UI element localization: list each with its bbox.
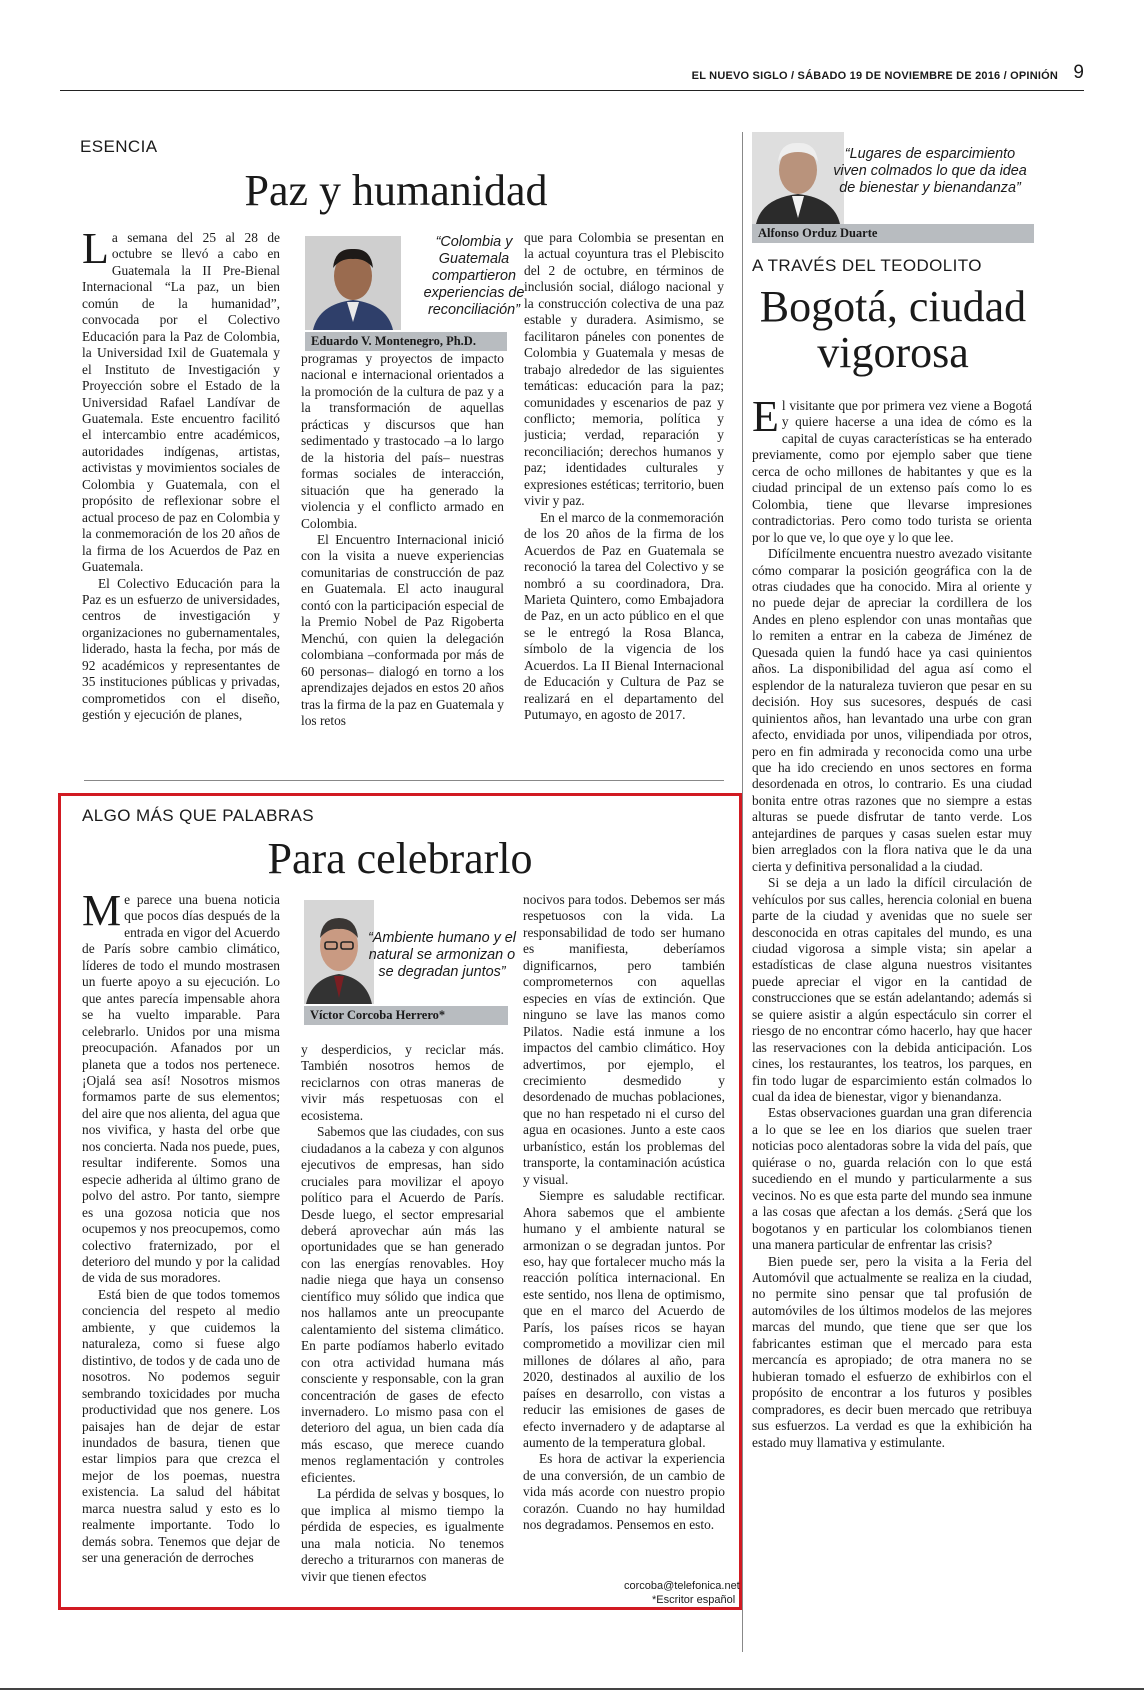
article1-col3-paragraph: En el marco de la conmemoración de los 20 años de la firma de los Acuerdos de Paz en Guatemala se reconoció la tarea del Colectivo y se nombró a su coordinadora, Dra. Marieta Quintero, como Embajadora de Paz, en un acto público en el que se le entregó la Rosa Blanca, símbolo de la vigencia de los Acuerdos. La II Bienal Internacional de Educación y Cultura de Paz se realizará en el departamento del Putumayo, en agosto de 2017. [524,509,724,723]
masthead-info: EL NUEVO SIGLO / SÁBADO 19 DE NOVIEMBRE DE 2016 / OPINIÓN [691,70,1058,82]
article1-column-2 [301,351,504,767]
section-divider [84,780,724,781]
article1-quote: “Colombia y Guatemala compartieron experiencias de reconciliación” [423,234,525,318]
author-email: corcoba@telefonica.net [624,1580,740,1592]
article2-headline: Para celebrarlo [267,834,533,883]
article3-quote: “Lugares de esparcimiento viven colmados lo que da idea de bienestar y bienandanza” [833,146,1027,196]
page-number: 9 [1073,62,1084,83]
article1-col3-paragraph: que para Colombia se presentan en la actual coyuntura tras el Plebiscito del 2 de octubre, en términos de inclusión social, diálogo nacional y la construcción colectiva de una paz estable y duradera. Asimismo, se facilitaron páneles con ponentes de Colombia y Guatemala y mesas de trabajo alrededor de las siguientes temáticas: educación para la paz; comunidades y escenarios de paz y conflicto; memoria, política y justicia; verdad, reparación y reconciliación; derechos humanos y paz; identidades culturales y expresiones estéticas; territorio, buen vivir y paz. [524,230,724,509]
article2-column-2 [301,1042,504,1600]
article2-col1-paragraph: Está bien de que todos tomemos conciencia del respeto al medio ambiente, y que cuidemos la naturaleza, como si fuese algo distintivo, de todos y de cada uno de nosotros. No podemos seguir sembrando toxicidades por mucha productividad que nos genere. Los paisajes han de dejar de estar inundados de basura, tienen que estar limpios para que crezca el mejor de los poemas, nuestra existencia. La salud del hábitat marca nuestra salud y esto es lo realmente importante. Todo lo demás sobra. Tenemos que dejar de ser una generación de derroches [82,1286,280,1566]
article2-dropcap: M [82,892,122,935]
article2-byline: Víctor Corcoba Herrero* [304,1006,508,1025]
article1-col1-paragraph: El Colectivo Educación para la Paz es un esfuerzo de universidades, centros de investigación y organizaciones no gubernamentales, liderado, hasta la fecha, por más de 92 académicos y representantes de 35 instituciones públicas y privadas, comprometidos con el diseño, gestión y ejecución de planes, [82,575,280,723]
article2-kicker: ALGO MÁS QUE PALABRAS [82,806,314,825]
article3-body [752,398,1032,1650]
article3-dropcap: E [752,398,779,441]
article2-column-3 [523,892,725,1582]
article1-col1-paragraph: a semana del 25 al 28 de octubre se llevó a cabo en Guatemala la II Pre-Bienal Internacional “La paz, un bien común de la humanidad”, convocada por el Colectivo Educación para la Paz de Colombia, la Universidad Ixil de Guatemala y el Instituto de Investigación y Proyección sobre el Estado de la Universidad Rafael Landívar de Guatemala. Este encuentro facilitó el intercambio entre académicos, autoridades indígenas, artistas, activistas y movimientos sociales de Colombia y Guatemala, con el propósito de reflexionar sobre el actual proceso de paz en Colombia y la conmemoración de los 20 años de la firma de los Acuerdos de Paz en Guatemala. [82,230,280,575]
author-footnote: *Escritor español [652,1594,736,1606]
page-bottom-rule [0,1688,1144,1690]
article1-col2-paragraph: programas y proyectos de impacto nacional e internacional orientados a la promoción de la cultura de paz y a la transformación de aquellas prácticas y discursos que han sedimentado y trastocado –a lo largo de la historia del país– nuestras formas sociales de interacción, situación que ha generado la violencia y el conflicto armado en Colombia. [301,351,504,531]
article1-column-1 [82,230,280,766]
article3-headline: Bogotá, ciudad vigorosa [759,282,1027,377]
article1-dropcap: L [82,230,109,273]
article2-col3-paragraph: nocivos para todos. Debemos ser más respetuosos con la vida. La responsabilidad de todo ser humano es manifiesta, deberíamos dignificarnos, pero también comprometernos con aquellas especies en vías de extinción. Que ninguno se lave las manos como Pilatos. Nadie está inmune a los impactos del cambio climático. Hoy advertimos, por ejemplo, el crecimiento desmedido y desordenado de muchas poblaciones, que no han respetado ni el curso del agua en ocasiones. Junto a este caos urbanístico, están los problemas del transporte, la contaminación acústica y visual. [523,892,725,1187]
article2-col3-paragraph: Siempre es saludable rectificar. Ahora sabemos que el ambiente humano y el ambiente natural se armonizan o se degradan juntos. Por eso, hay que fortalecer mucho más la reacción política internacional. En este sentido, nos llena de optimismo, que en el marco del Acuerdo de París, los países ricos se hayan comprometido a movilizar cien mil millones de dólares al año, para 2020, destinados al auxilio de los países en desarrollo, con vistas a reducir las emisiones de gases de efecto invernadero y de adaptarse al aumento de la temperatura global. [523,1188,725,1450]
article3-kicker: A TRAVÉS DEL TEODOLITO [752,256,982,275]
article2-column-1 [82,892,280,1602]
article2-col1-paragraph: e parece una buena noticia que pocos días después de la entrada en vigor del Acuerdo de París sobre cambio climático, líderes de todo el mundo mostrasen un fuerte apoyo a su ejecución. Lo que antes parecía impensable ahora se ha vuelto imparable. Para celebrarlo. Unidos por una misma preocupación. Afanados por un planeta que a todos nos pertenece. ¡Ojalá sea así! Nosotros mismos formamos parte de sus elementos; del aire que nos alienta, del agua que nos vivifica, y hasta del orbe que nos concierta. Nada nos puede, pues, resultar indiferente. Somos una especie adherida al último grano de polvo del astro. Por tanto, siempre es una gozosa noticia que nos ocupemos y nos preocupemos, como colectivo fraternizado, por el deterioro del mundo y por la calidad de vida de sus moradores. [82,892,280,1286]
article1-kicker: ESENCIA [80,137,158,156]
author-photo-orduz [752,132,844,224]
article2-quote: “Ambiente humano y el natural se armonizan o se degradan juntos” [368,930,516,980]
article1-column-3 [524,230,724,766]
article2-col2-paragraph: y desperdicios, y reciclar más. También nosotros hemos de reciclarnos con otras maneras de vivir más respetuosas con el ecosistema. [301,1042,504,1123]
article2-col3-paragraph: Es hora de activar la experiencia de una conversión, de un cambio de vida más acorde con nuestro propio corazón. Cuando no hay humildad nos degradamos. Pensemos en esto. [523,1451,725,1533]
article2-col2-paragraph: La pérdida de selvas y bosques, lo que implica al mismo tiempo la pérdida de especies, es igualmente una mala noticia. No tenemos derecho a triturarnos con maneras de vivir que tienen efectos [301,1486,504,1584]
article3-paragraph: Bien puede ser, pero la visita a la Feria del Automóvil que actualmente se realiza en la ciudad, no permite sino pensar que tal profusión de automóviles de los últimos modelos de las mejores marcas del mundo, que tiene que ser que los fabricantes estiman que el mercado para esta mercancía es apropiado; de otra manera no se hubieran tomado el esfuerzo de exhibirlos con el propósito de encontrar a los futuros y posibles compradores, es decir buen mercado que retribuya sus esfuerzos. La verdad es que la exhibición ha estado muy llamativa y estimulante. [752,1253,1032,1450]
article3-byline: Alfonso Orduz Duarte [752,224,1034,243]
author-photo-montenegro [305,236,401,330]
article2-col2-paragraph: Sabemos que las ciudades, con sus ciudadanos a la cabeza y con algunos ejecutivos de empresas, han sido cruciales para movilizar el apoyo político para el Acuerdo de París. Desde luego, el sector empresarial deberá aprovechar aún más las oportunidades que se han generado con las energías renovables. Hoy nadie niega que haya un consenso científico muy sólido que indica que nos hallamos ante un preocupante calentamiento del sistema climático. En parte podíamos haberlo evitado con otra actividad humana más consciente y responsable, con la gran concentración de gases de efecto invernadero. Lo mismo pasa con el deterioro del agua, un bien cada día más escaso, que merece cuando menos reglamentación y controles eficientes. [301,1124,504,1485]
masthead [60,64,1084,91]
column-rule [742,132,743,1652]
article1-headline: Paz y humanidad [244,166,548,215]
article1-col2-paragraph: El Encuentro Internacional inició con la visita a nueve experiencias comunitarias de construcción de paz en Guatemala. El acto inaugural contó con la participación especial de la Premio Nobel de Paz Rigoberta Menchú, con quien la delegación colombiana –conformada por más de 60 personas– dialogó en torno a los aprendizajes dejados en estos 20 años tras la firma de la paz en Guatemala y los retos [301,531,504,728]
article3-paragraph: Estas observaciones guardan una gran diferencia a lo que se lee en los diarios que suelen traer noticias poco alentadoras sobre la vida del país, que quiérase o no, guarda relación con lo que está sucediendo en el mundo y particularmente a sus vecinos. No es que esta parte del mundo sea inmune a las cosas que afectan a los demás. ¿Será que los bogotanos y en particular los colombianos tienen una manera particular de enfrentar las crisis? [752,1105,1032,1253]
article1-byline: Eduardo V. Montenegro, Ph.D. [305,332,507,351]
author-photo-corcoba [304,900,374,1004]
article3-paragraph: l visitante que por primera vez viene a Bogotá y quiere hacerse a una idea de cómo es la capital de cuyas características se ha enterado previamente, como por ejemplo saber que tiene cerca de ocho millones de habitantes y que es la ciudad principal de un extenso país como lo es Colombia, tiene que llevarse impresiones contradictorias. Pero como todo turista se orienta por lo que ve, lo que oye y lo que lee. [752,398,1032,545]
article3-paragraph: Si se deja a un lado la difícil circulación de vehículos por sus calles, herencia colonial en buena parte de la ciudad y avenidas que no suele ser desconocida en otras capitales del mundo, es una ciudad vigorosa a simple vista; sin apelar a estadísticas de clase alguna nuestros visitantes puede apreciar el vigor en la cantidad de construcciones que se están adelantando; además si se quiere asistir a algún espectáculo sin correr el riesgo de no encontrar cómo hacerlo, hay que hacer las reservaciones con la debida anticipación. Los cines, los restaurantes, los teatros, los parques, en fin todo lugar de esparcimiento están colmados lo cual da idea de bienestar, vigor y bienandanza. [752,875,1032,1105]
article3-paragraph: Difícilmente encuentra nuestro avezado visitante cómo comparar la posición geográfica con la de otras ciudades que ha conocido. Mira al oriente y no puede dejar de apreciar la cordillera de los Andes en pleno esplendor con unas montañas que lo remiten a entrar en la cabeza de Jiménez de Quesada quien la fundó hace ya casi quinientos años. La disponibilidad del agua así como el esplendor de la naturaleza tuvieron que pesar en su decisión. Hoy sus sucesores, después de casi quinientos años, han levantado una urbe con gran afecto, envidiada por unos, vilipendiada por otros, pero en fin admirada y reconocida como una urbe que ha ido creciendo en unos sectores en forma desordenada en otros, lo contrario. Es una ciudad bonita entre otras razones que no siempre a estas alturas se puede disfrutar de tanto verde. Los antejardines de parques y casas suelen estar muy bien arreglados con la flora nativa que le da una cierta y definitiva personalidad a la ciudad. [752,546,1032,874]
